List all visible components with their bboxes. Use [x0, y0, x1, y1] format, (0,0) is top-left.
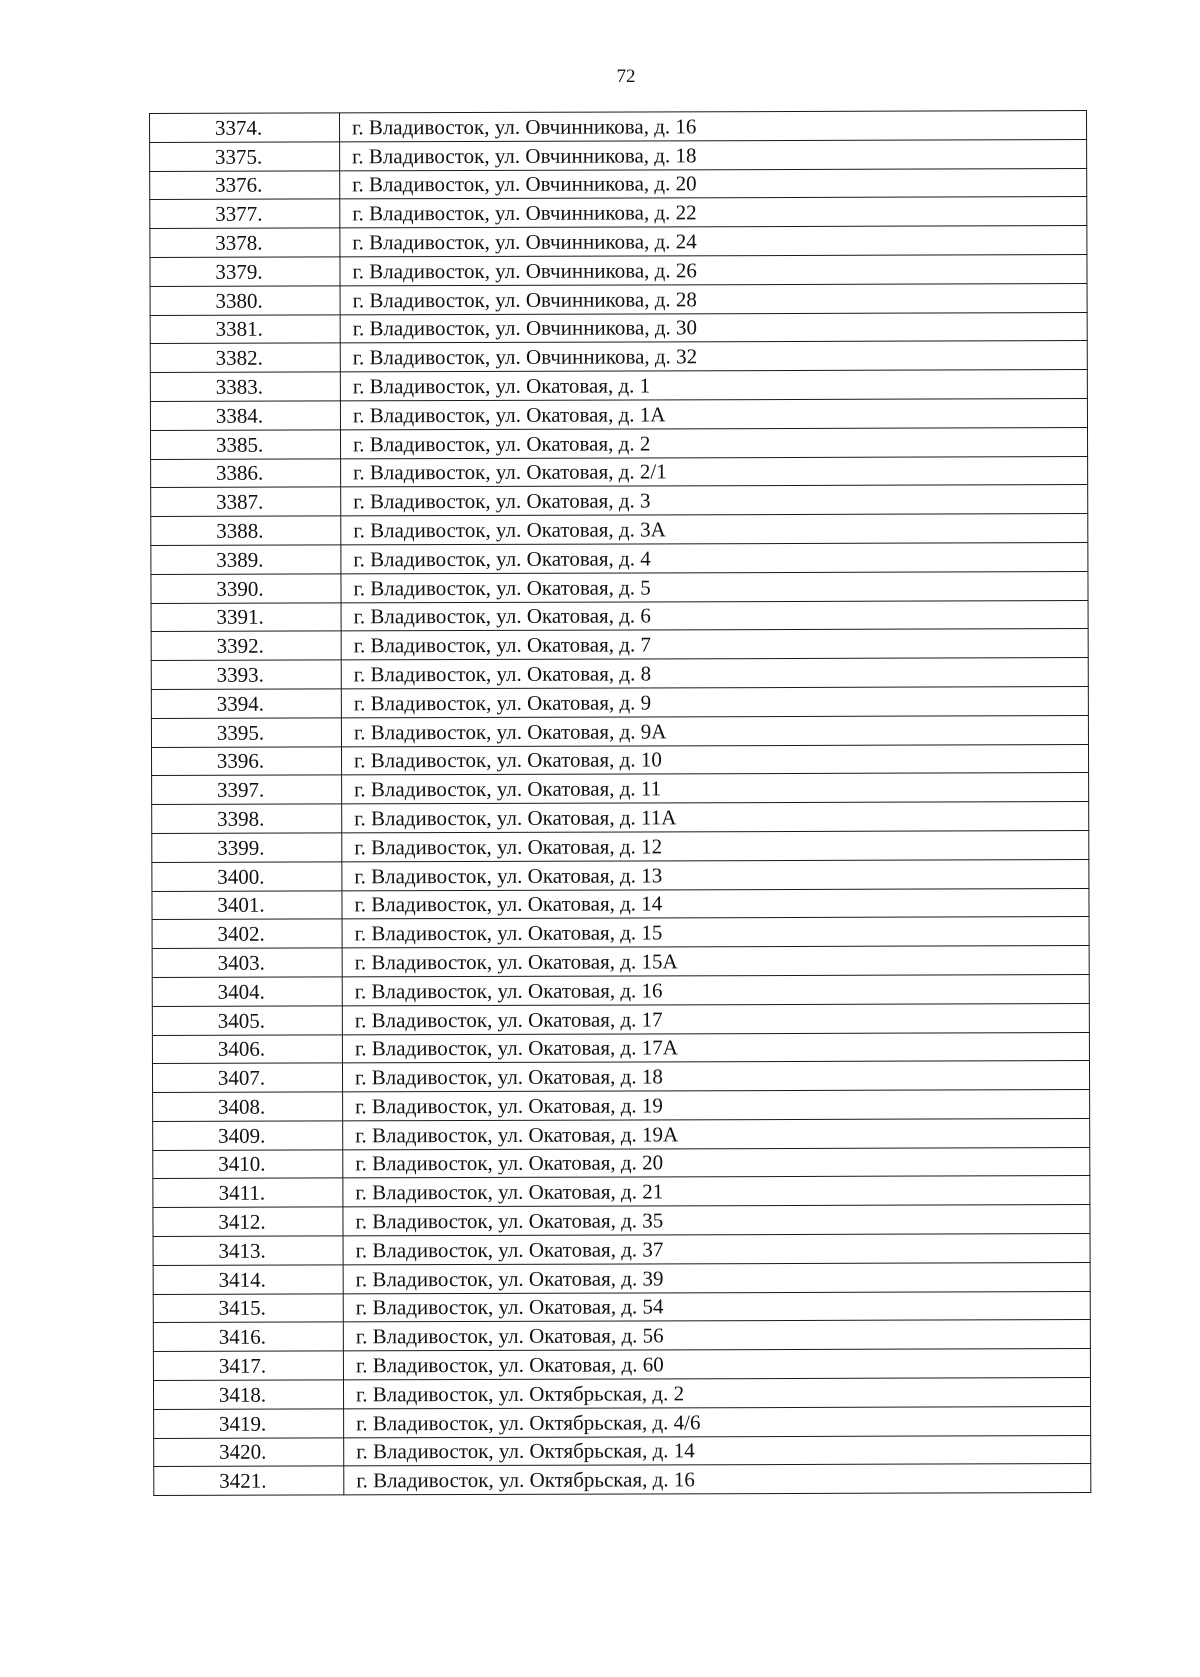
table-row	[152, 859, 1089, 891]
row-address: г. Владивосток, ул. Окатовая, д. 37	[343, 1234, 1090, 1265]
row-address: г. Владивосток, ул. Овчинникова, д. 20	[340, 168, 1087, 199]
row-address: г. Владивосток, ул. Окатовая, д. 35	[343, 1205, 1090, 1236]
row-address: г. Владивосток, ул. Овчинникова, д. 28	[340, 283, 1087, 314]
row-address: г. Владивосток, ул. Окатовая, д. 17А	[342, 1032, 1089, 1063]
table-row	[150, 139, 1087, 171]
row-number: 3398.	[152, 804, 342, 833]
row-number: 3390.	[151, 574, 341, 603]
table-row	[153, 1320, 1090, 1352]
table-row	[153, 1234, 1090, 1266]
table-row	[152, 974, 1089, 1006]
row-address: г. Владивосток, ул. Окатовая, д. 3А	[341, 514, 1088, 545]
table-row	[154, 1435, 1091, 1467]
row-address: г. Владивосток, ул. Окатовая, д. 1А	[340, 399, 1087, 430]
row-number: 3376.	[150, 170, 340, 199]
row-address: г. Владивосток, ул. Окатовая, д. 5	[341, 571, 1088, 602]
table-row	[154, 1464, 1091, 1496]
row-number: 3416.	[153, 1322, 343, 1351]
table-row	[150, 427, 1087, 459]
row-number: 3382.	[150, 343, 340, 372]
page-number: 72	[616, 66, 636, 87]
table-row	[153, 1118, 1090, 1150]
row-number: 3415.	[153, 1294, 343, 1323]
row-address: г. Владивосток, ул. Окатовая, д. 13	[342, 859, 1089, 890]
table-row	[152, 888, 1089, 920]
row-number: 3414.	[153, 1265, 343, 1294]
row-address: г. Владивосток, ул. Октябрьская, д. 14	[344, 1435, 1091, 1466]
row-number: 3410.	[153, 1150, 343, 1179]
table-row	[153, 1205, 1090, 1237]
row-number: 3375.	[150, 142, 340, 171]
table-row	[150, 226, 1087, 258]
table-row	[152, 830, 1089, 862]
row-address: г. Владивосток, ул. Окатовая, д. 17	[342, 1003, 1089, 1034]
row-address: г. Владивосток, ул. Окатовая, д. 1	[340, 370, 1087, 401]
row-address: г. Владивосток, ул. Окатовая, д. 56	[343, 1320, 1090, 1351]
table-row	[151, 514, 1088, 546]
row-address: г. Владивосток, ул. Октябрьская, д. 2	[343, 1378, 1090, 1409]
row-address: г. Владивосток, ул. Окатовая, д. 18	[342, 1061, 1089, 1092]
table-row	[153, 1090, 1090, 1122]
table-row	[152, 1061, 1089, 1093]
row-number: 3421.	[154, 1466, 344, 1495]
row-address: г. Владивосток, ул. Окатовая, д. 14	[342, 888, 1089, 919]
row-number: 3387.	[151, 487, 341, 516]
row-address: г. Владивосток, ул. Окатовая, д. 12	[342, 830, 1089, 861]
table-row	[151, 744, 1088, 776]
table-row	[152, 1032, 1089, 1064]
table-row	[151, 715, 1088, 747]
row-address: г. Владивосток, ул. Окатовая, д. 11А	[342, 802, 1089, 833]
row-address: г. Владивосток, ул. Окатовая, д. 3	[341, 485, 1088, 516]
row-number: 3402.	[152, 919, 342, 948]
row-address: г. Владивосток, ул. Окатовая, д. 20	[343, 1147, 1090, 1178]
table-row	[151, 629, 1088, 661]
table-row	[150, 111, 1087, 143]
row-address: г. Владивосток, ул. Овчинникова, д. 32	[340, 341, 1087, 372]
row-address: г. Владивосток, ул. Окатовая, д. 19А	[343, 1118, 1090, 1149]
table-row	[153, 1147, 1090, 1179]
row-number: 3403.	[152, 948, 342, 977]
row-address: г. Владивосток, ул. Окатовая, д. 8	[341, 658, 1088, 689]
row-number: 3411.	[153, 1178, 343, 1207]
row-number: 3417.	[153, 1351, 343, 1380]
row-number: 3388.	[151, 516, 341, 545]
row-address: г. Владивосток, ул. Овчинникова, д. 30	[340, 312, 1087, 343]
row-number: 3399.	[152, 833, 342, 862]
table-row	[152, 802, 1089, 834]
row-number: 3407.	[152, 1063, 342, 1092]
row-address: г. Владивосток, ул. Окатовая, д. 9А	[341, 715, 1088, 746]
row-number: 3374.	[150, 113, 340, 142]
row-number: 3397.	[152, 775, 342, 804]
row-address: г. Владивосток, ул. Окатовая, д. 60	[343, 1349, 1090, 1380]
table-row	[150, 370, 1087, 402]
row-number: 3384.	[150, 401, 340, 430]
row-address: г. Владивосток, ул. Окатовая, д. 6	[341, 600, 1088, 631]
row-address: г. Владивосток, ул. Окатовая, д. 2/1	[341, 456, 1088, 487]
row-number: 3378.	[150, 228, 340, 257]
address-table-body	[150, 111, 1091, 1496]
table-row	[150, 341, 1087, 373]
row-number: 3413.	[153, 1236, 343, 1265]
row-number: 3420.	[154, 1438, 344, 1467]
table-row	[150, 399, 1087, 431]
row-address: г. Владивосток, ул. Окатовая, д. 11	[342, 773, 1089, 804]
row-number: 3400.	[152, 862, 342, 891]
table-row	[153, 1176, 1090, 1208]
row-number: 3405.	[152, 1006, 342, 1035]
row-number: 3395.	[151, 718, 341, 747]
table-row	[154, 1406, 1091, 1438]
row-address: г. Владивосток, ул. Овчинникова, д. 24	[340, 226, 1087, 257]
row-address: г. Владивосток, ул. Окатовая, д. 9	[341, 686, 1088, 717]
row-address: г. Владивосток, ул. Окатовая, д. 39	[343, 1262, 1090, 1293]
table-row	[150, 312, 1087, 344]
row-address: г. Владивосток, ул. Окатовая, д. 2	[340, 427, 1087, 458]
row-address: г. Владивосток, ул. Окатовая, д. 15	[342, 917, 1089, 948]
row-number: 3393.	[151, 660, 341, 689]
row-number: 3404.	[152, 977, 342, 1006]
row-number: 3396.	[151, 746, 341, 775]
row-address: г. Владивосток, ул. Овчинникова, д. 16	[340, 111, 1087, 142]
table-row	[151, 571, 1088, 603]
row-number: 3392.	[151, 631, 341, 660]
table-row	[150, 255, 1087, 287]
row-address: г. Владивосток, ул. Октябрьская, д. 16	[344, 1464, 1091, 1495]
row-number: 3381.	[150, 314, 340, 343]
row-number: 3401.	[152, 890, 342, 919]
row-address: г. Владивосток, ул. Окатовая, д. 15А	[342, 946, 1089, 977]
table-row	[152, 1003, 1089, 1035]
row-number: 3418.	[153, 1380, 343, 1409]
row-number: 3409.	[153, 1121, 343, 1150]
table-row	[151, 686, 1088, 718]
row-address: г. Владивосток, ул. Овчинникова, д. 18	[340, 139, 1087, 170]
row-number: 3380.	[150, 286, 340, 315]
row-number: 3394.	[151, 689, 341, 718]
row-address: г. Владивосток, ул. Окатовая, д. 21	[343, 1176, 1090, 1207]
table-row	[150, 197, 1087, 229]
table-row	[152, 917, 1089, 949]
row-address: г. Владивосток, ул. Октябрьская, д. 4/6	[344, 1406, 1091, 1437]
table-row	[153, 1349, 1090, 1381]
row-number: 3408.	[153, 1092, 343, 1121]
row-number: 3406.	[152, 1034, 342, 1063]
row-address: г. Владивосток, ул. Окатовая, д. 54	[343, 1291, 1090, 1322]
row-address: г. Владивосток, ул. Окатовая, д. 10	[341, 744, 1088, 775]
table-row	[152, 946, 1089, 978]
row-number: 3412.	[153, 1207, 343, 1236]
table-row	[151, 543, 1088, 575]
row-number: 3419.	[154, 1409, 344, 1438]
row-number: 3383.	[150, 372, 340, 401]
row-address: г. Владивосток, ул. Окатовая, д. 19	[343, 1090, 1090, 1121]
row-address: г. Владивосток, ул. Окатовая, д. 16	[342, 974, 1089, 1005]
table-row	[151, 456, 1088, 488]
table-row	[153, 1378, 1090, 1410]
table-row	[152, 773, 1089, 805]
row-address: г. Владивосток, ул. Овчинникова, д. 26	[340, 255, 1087, 286]
row-number: 3377.	[150, 199, 340, 228]
address-table	[149, 110, 1091, 1496]
table-row	[151, 658, 1088, 690]
row-number: 3386.	[151, 458, 341, 487]
row-number: 3385.	[150, 430, 340, 459]
table-row	[151, 485, 1088, 517]
row-address: г. Владивосток, ул. Овчинникова, д. 22	[340, 197, 1087, 228]
table-row	[150, 168, 1087, 200]
table-row	[153, 1291, 1090, 1323]
table-row	[151, 600, 1088, 632]
table-row	[153, 1262, 1090, 1294]
row-number: 3379.	[150, 257, 340, 286]
row-number: 3391.	[151, 602, 341, 631]
row-address: г. Владивосток, ул. Окатовая, д. 4	[341, 543, 1088, 574]
table-row	[150, 283, 1087, 315]
row-number: 3389.	[151, 545, 341, 574]
row-address: г. Владивосток, ул. Окатовая, д. 7	[341, 629, 1088, 660]
